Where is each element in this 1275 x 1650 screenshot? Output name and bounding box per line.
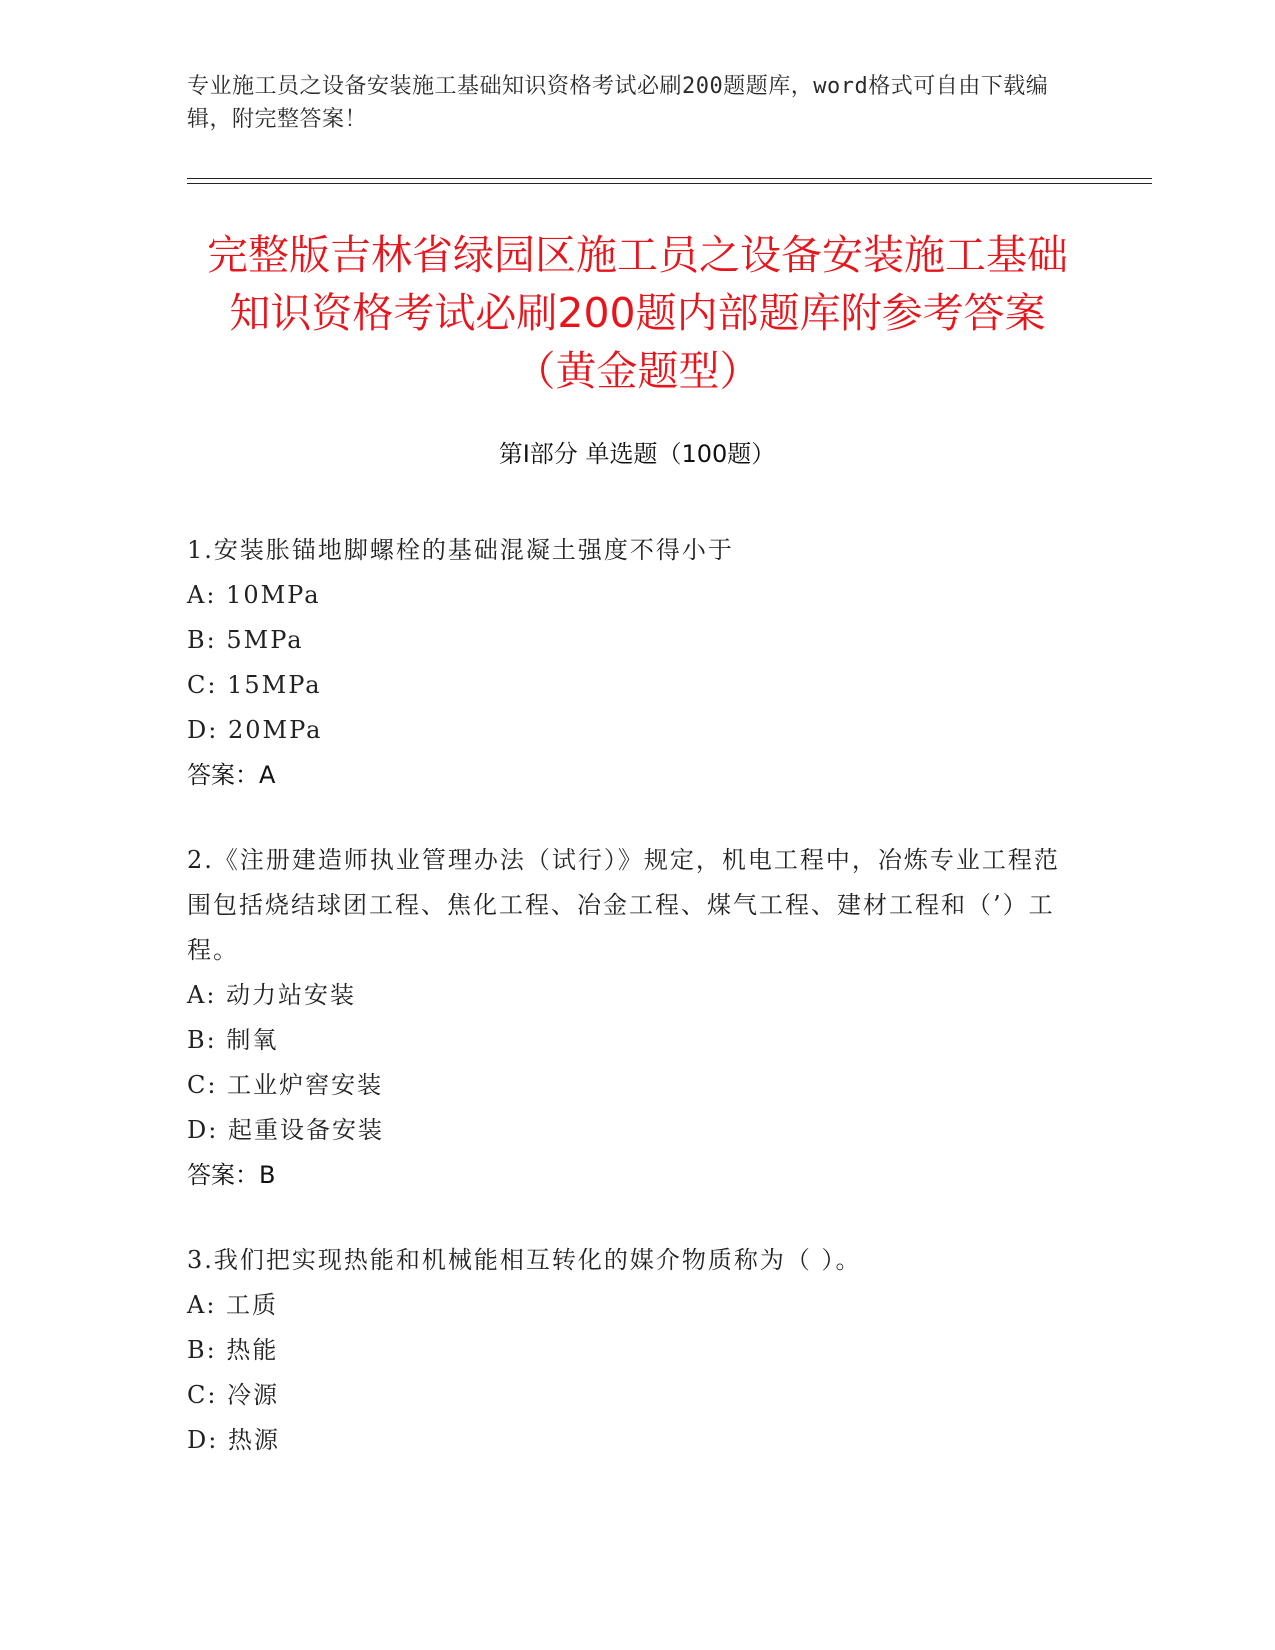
document-title: 完整版吉林省绿园区施工员之设备安装施工基础知识资格考试必刷200题内部题库附参考答案（黄金题型） [207, 231, 1068, 395]
option-a: A: 工质 [187, 1291, 279, 1319]
question-list [187, 528, 1067, 1503]
question-stem: 1.安装胀锚地脚螺栓的基础混凝土强度不得小于 [187, 536, 734, 564]
section-title: 第Ⅰ部分 单选题（100题） [498, 440, 776, 468]
option-d: D: 20MPa [187, 716, 323, 744]
option-a: A: 动力站安装 [187, 981, 357, 1009]
header-rule-top [187, 178, 1152, 179]
answer: 答案：A [187, 761, 276, 789]
question-stem: 2.《注册建造师执业管理办法（试行）》规定，机电工程中，冶炼专业工程范围包括烧结球团工程、焦化工程、冶金工程、煤气工程、建材工程和（’）工程。 [187, 846, 1060, 964]
option-b: B: 5MPa [187, 626, 304, 654]
question-stem: 3.我们把实现热能和机械能相互转化的媒介物质称为（ ）。 [187, 1246, 862, 1274]
header-note: 专业施工员之设备安装施工基础知识资格考试必刷200题题库，word格式可自由下载编辑，附完整答案！ [187, 74, 1049, 132]
option-d: D: 起重设备安装 [187, 1116, 384, 1144]
option-c: C: 工业炉窖安装 [187, 1071, 384, 1099]
question-3 [187, 1238, 1067, 1463]
option-b: B: 制氧 [187, 1026, 279, 1054]
option-a: A: 10MPa [187, 581, 321, 609]
header-rule-bottom [187, 183, 1152, 184]
question-2 [187, 838, 1067, 1198]
answer: 答案：B [187, 1161, 276, 1189]
option-d: D: 热源 [187, 1426, 280, 1454]
question-1 [187, 528, 1067, 798]
option-c: C: 15MPa [187, 671, 322, 699]
option-c: C: 冷源 [187, 1381, 280, 1409]
option-b: B: 热能 [187, 1336, 279, 1364]
